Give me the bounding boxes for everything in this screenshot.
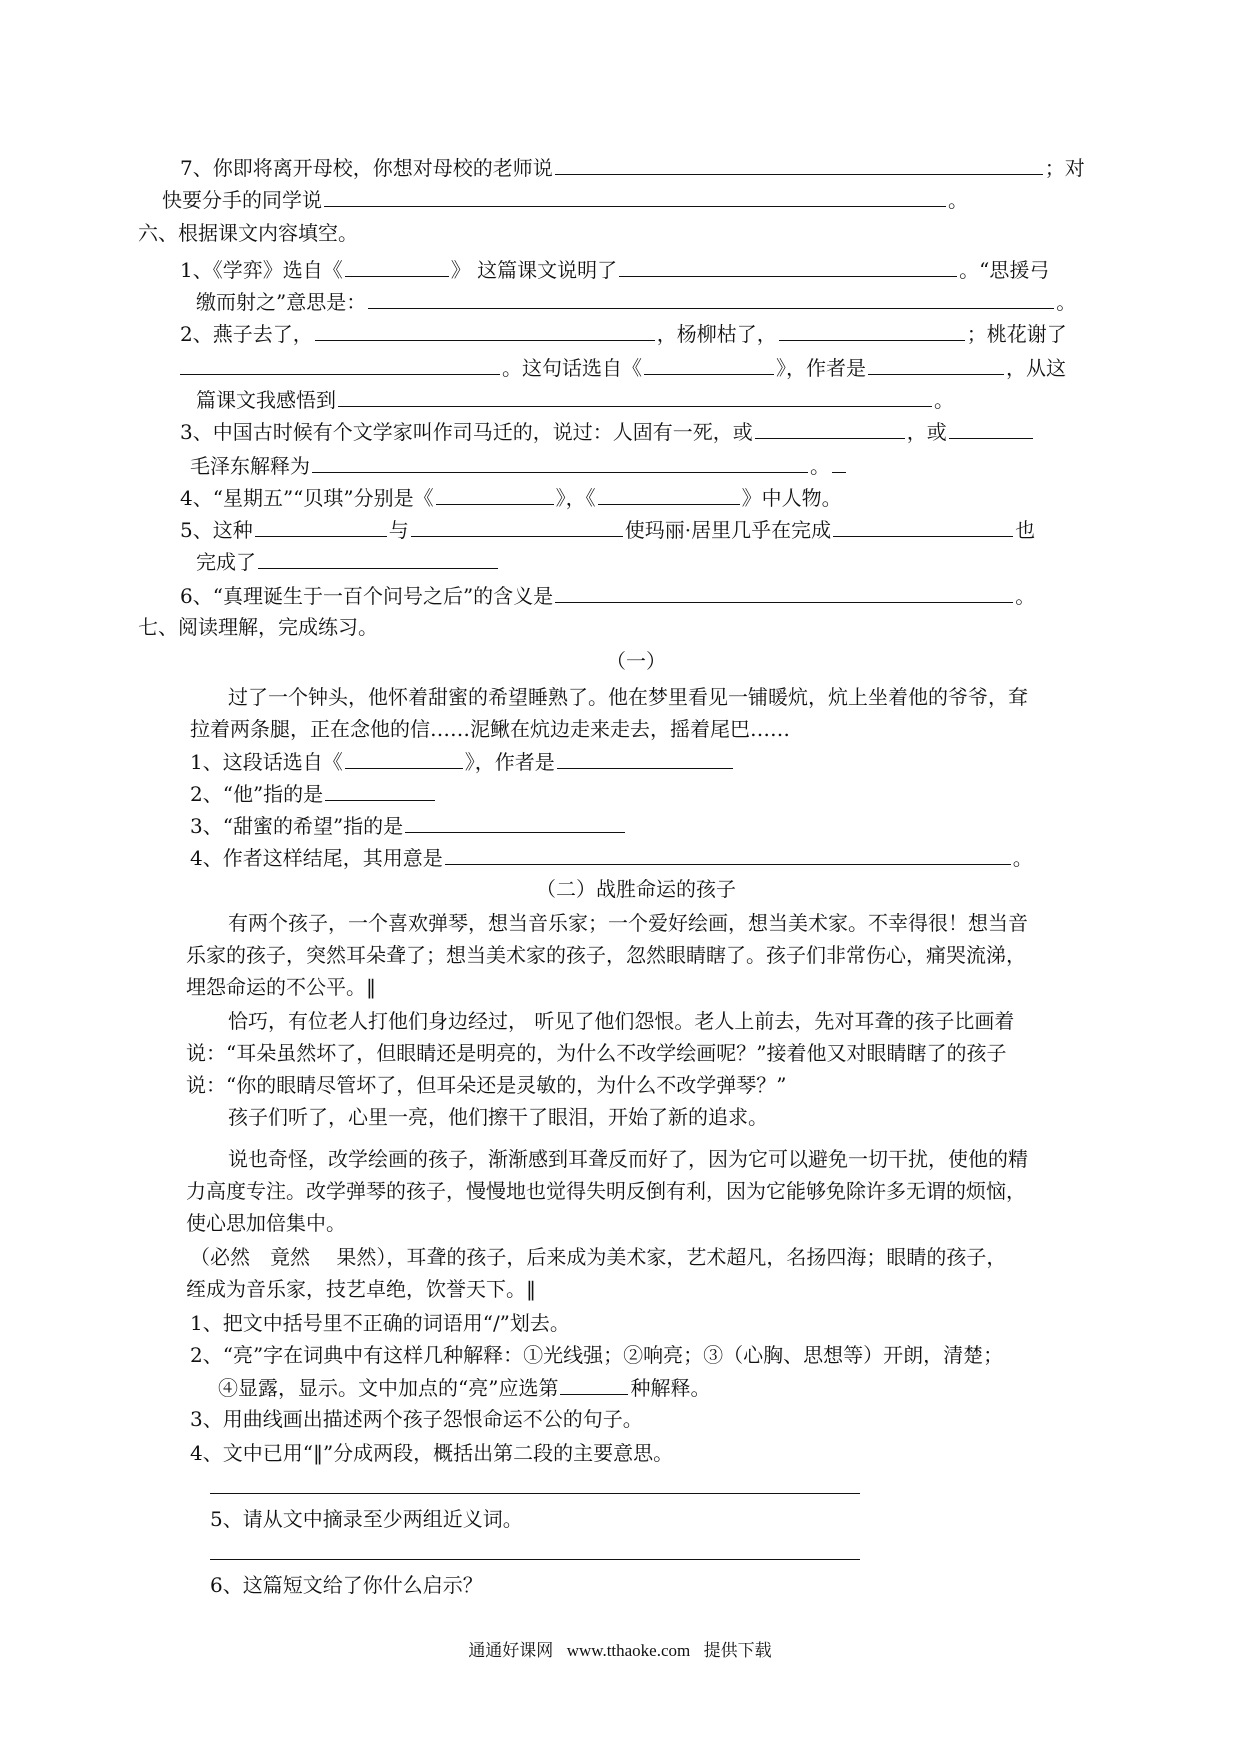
answer-line-q5[interactable] bbox=[210, 1558, 860, 1560]
p1-q2: 2、“他”指的是 bbox=[190, 780, 437, 808]
p2-q5: 5、请从文中摘录至少两组近义词。 bbox=[210, 1507, 523, 1531]
p2-q1: 1、把文中括号里不正确的词语用“/”划去。 bbox=[190, 1311, 570, 1335]
answer-blank[interactable] bbox=[258, 548, 498, 569]
s6-item6: 6、“真理诞生于一百个问号之后”的含义是 。 bbox=[180, 584, 1036, 608]
answer-blank[interactable] bbox=[338, 386, 932, 407]
section7-heading: 七、阅读理解，完成练习。 bbox=[138, 615, 378, 639]
passage2-title: （二）战胜命运的孩子 bbox=[536, 877, 736, 901]
passage2-para5-line1: （必然 竟然 果然），耳聋的孩子，后来成为美术家，艺术超凡，名扬四海；眼睛的孩子， bbox=[190, 1245, 1007, 1269]
p2-q6: 6、这篇短文给了你什么启示？ bbox=[210, 1573, 483, 1597]
answer-blank[interactable] bbox=[405, 812, 625, 833]
s6-item1-line2: 缴而射之”意思是： 。 bbox=[196, 290, 1077, 314]
answer-blank[interactable] bbox=[833, 516, 1013, 537]
footer-site: 通通好课网 bbox=[468, 1641, 554, 1661]
answer-blank[interactable] bbox=[436, 484, 554, 505]
answer-blank[interactable] bbox=[180, 354, 500, 375]
answer-blank[interactable] bbox=[324, 186, 946, 207]
s6-item4: 4、“星期五”“贝琪”分别是《 》，《 》中人物。 bbox=[180, 486, 842, 510]
section6-heading: 六、根据课文内容填空。 bbox=[138, 221, 358, 245]
answer-blank[interactable] bbox=[368, 288, 1054, 309]
s6-item2-line2: 。这句话选自《 》，作者是 ，从这 bbox=[180, 354, 1066, 382]
p2-q3: 3、用曲线画出描述两个孩子怨恨命运不公的句子。 bbox=[190, 1407, 643, 1431]
answer-blank[interactable] bbox=[255, 516, 387, 537]
q7-line2: 快要分手的同学说 。 bbox=[162, 188, 968, 212]
p2-q2-line2: ④显露，显示。文中加点的“亮”应选第 种解释。 bbox=[218, 1376, 711, 1400]
answer-blank[interactable] bbox=[555, 582, 1013, 603]
s6-item5-line1: 5、这种 与 使玛丽·居里几乎在完成 也 bbox=[180, 518, 1036, 542]
p2-q2-line1: 2、“亮”字在词典中有这样几种解释：①光线强；②响亮；③（心胸、思想等）开朗，清楚； bbox=[190, 1343, 1004, 1367]
answer-blank[interactable] bbox=[644, 354, 774, 375]
answer-blank[interactable] bbox=[832, 452, 846, 473]
answer-blank[interactable] bbox=[619, 256, 957, 277]
answer-line-q4[interactable] bbox=[210, 1492, 860, 1494]
answer-blank[interactable] bbox=[598, 484, 740, 505]
answer-blank[interactable] bbox=[411, 516, 623, 537]
passage2-para3: 孩子们听了，心里一亮，他们擦干了眼泪，开始了新的追求。 bbox=[228, 1105, 768, 1129]
answer-blank[interactable] bbox=[868, 354, 1004, 375]
answer-blank[interactable] bbox=[312, 452, 808, 473]
answer-blank[interactable] bbox=[555, 154, 1043, 175]
passage2-para1-line1: 有两个孩子，一个喜欢弹琴，想当音乐家；一个爱好绘画，想当美术家。不幸得很！想当音 bbox=[228, 911, 1028, 935]
passage2-para4-line2: 力高度专注。改学弹琴的孩子，慢慢地也觉得失明反倒有利，因为它能够免除许多无谓的烦恼， bbox=[186, 1179, 1026, 1203]
p1-q3: 3、“甜蜜的希望”指的是 bbox=[190, 812, 627, 840]
s6-item3-line2: 毛泽东解释为 。 bbox=[190, 452, 848, 480]
page-footer bbox=[0, 1636, 1240, 1661]
answer-blank[interactable] bbox=[779, 320, 965, 341]
s6-item1-line1: 1、《学弈》选自《 》 这篇课文说明了 。“思援弓 bbox=[180, 258, 1050, 282]
passage2-para5-line2: 绖成为音乐家，技艺卓绝，饮誉天下。‖ bbox=[186, 1277, 536, 1301]
p2-q4: 4、文中已用“‖”分成两段，概括出第二段的主要意思。 bbox=[190, 1441, 674, 1465]
answer-blank[interactable] bbox=[445, 844, 1011, 865]
passage2-para2-line2: 说：“耳朵虽然坏了，但眼睛还是明亮的，为什么不改学绘画呢？”接着他又对眼睛瞎了的孩子 bbox=[186, 1041, 1007, 1065]
answer-blank[interactable] bbox=[949, 418, 1033, 439]
passage2-para2-line3: 说：“你的眼睛尽管坏了，但耳朵还是灵敏的，为什么不改学弹琴？” bbox=[186, 1073, 787, 1097]
passage2-para4-line1: 说也奇怪，改学绘画的孩子，渐渐感到耳聋反而好了，因为它可以避免一切干扰，使他的精 bbox=[228, 1147, 1028, 1171]
s6-item2-line1: 2、燕子去了， ，杨柳枯了， ；桃花谢了 bbox=[180, 322, 1067, 346]
s6-item2-line3: 篇课文我感悟到 。 bbox=[196, 388, 954, 412]
answer-blank[interactable] bbox=[345, 256, 449, 277]
passage1-text-line2: 拉着两条腿，正在念他的信……泥鳅在炕边走来走去，摇着尾巴…… bbox=[190, 717, 790, 741]
answer-blank[interactable] bbox=[557, 748, 733, 769]
passage2-para1-line3: 埋怨命运的不公平。‖ bbox=[186, 975, 376, 999]
answer-blank[interactable] bbox=[345, 748, 463, 769]
passage1-text-line1: 过了一个钟头，他怀着甜蜜的希望睡熟了。他在梦里看见一铺暖炕，炕上坐着他的爷爷，耷 bbox=[228, 685, 1028, 709]
footer-note: 提供下载 bbox=[703, 1641, 772, 1661]
passage1-title: （一） bbox=[606, 649, 666, 673]
answer-blank[interactable] bbox=[325, 780, 435, 801]
s6-item3-line1: 3、中国古时候有个文学家叫作司马迁的，说过：人固有一死，或 ，或 bbox=[180, 418, 1035, 446]
q7-line1: 7、你即将离开母校，你想对母校的老师说 ；对 bbox=[180, 156, 1085, 180]
p1-q1: 1、这段话选自《 》，作者是 bbox=[190, 748, 735, 776]
passage2-para2-line1: 恰巧，有位老人打他们身边经过， 听见了他们怨恨。老人上前去，先对耳聋的孩子比画着 bbox=[228, 1009, 1015, 1033]
passage2-para1-line2: 乐家的孩子，突然耳朵聋了；想当美术家的孩子，忽然眼睛瞎了。孩子们非常伤心，痛哭流涕， bbox=[186, 943, 1026, 967]
passage2-para4-line3: 使心思加倍集中。 bbox=[186, 1211, 346, 1235]
answer-blank[interactable] bbox=[315, 320, 655, 341]
answer-blank[interactable] bbox=[560, 1374, 628, 1395]
footer-url[interactable]: www.tthaoke.com bbox=[566, 1641, 691, 1660]
s6-item5-line2: 完成了 bbox=[196, 548, 500, 576]
p1-q4: 4、作者这样结尾，其用意是 。 bbox=[190, 846, 1033, 870]
answer-blank[interactable] bbox=[755, 418, 905, 439]
